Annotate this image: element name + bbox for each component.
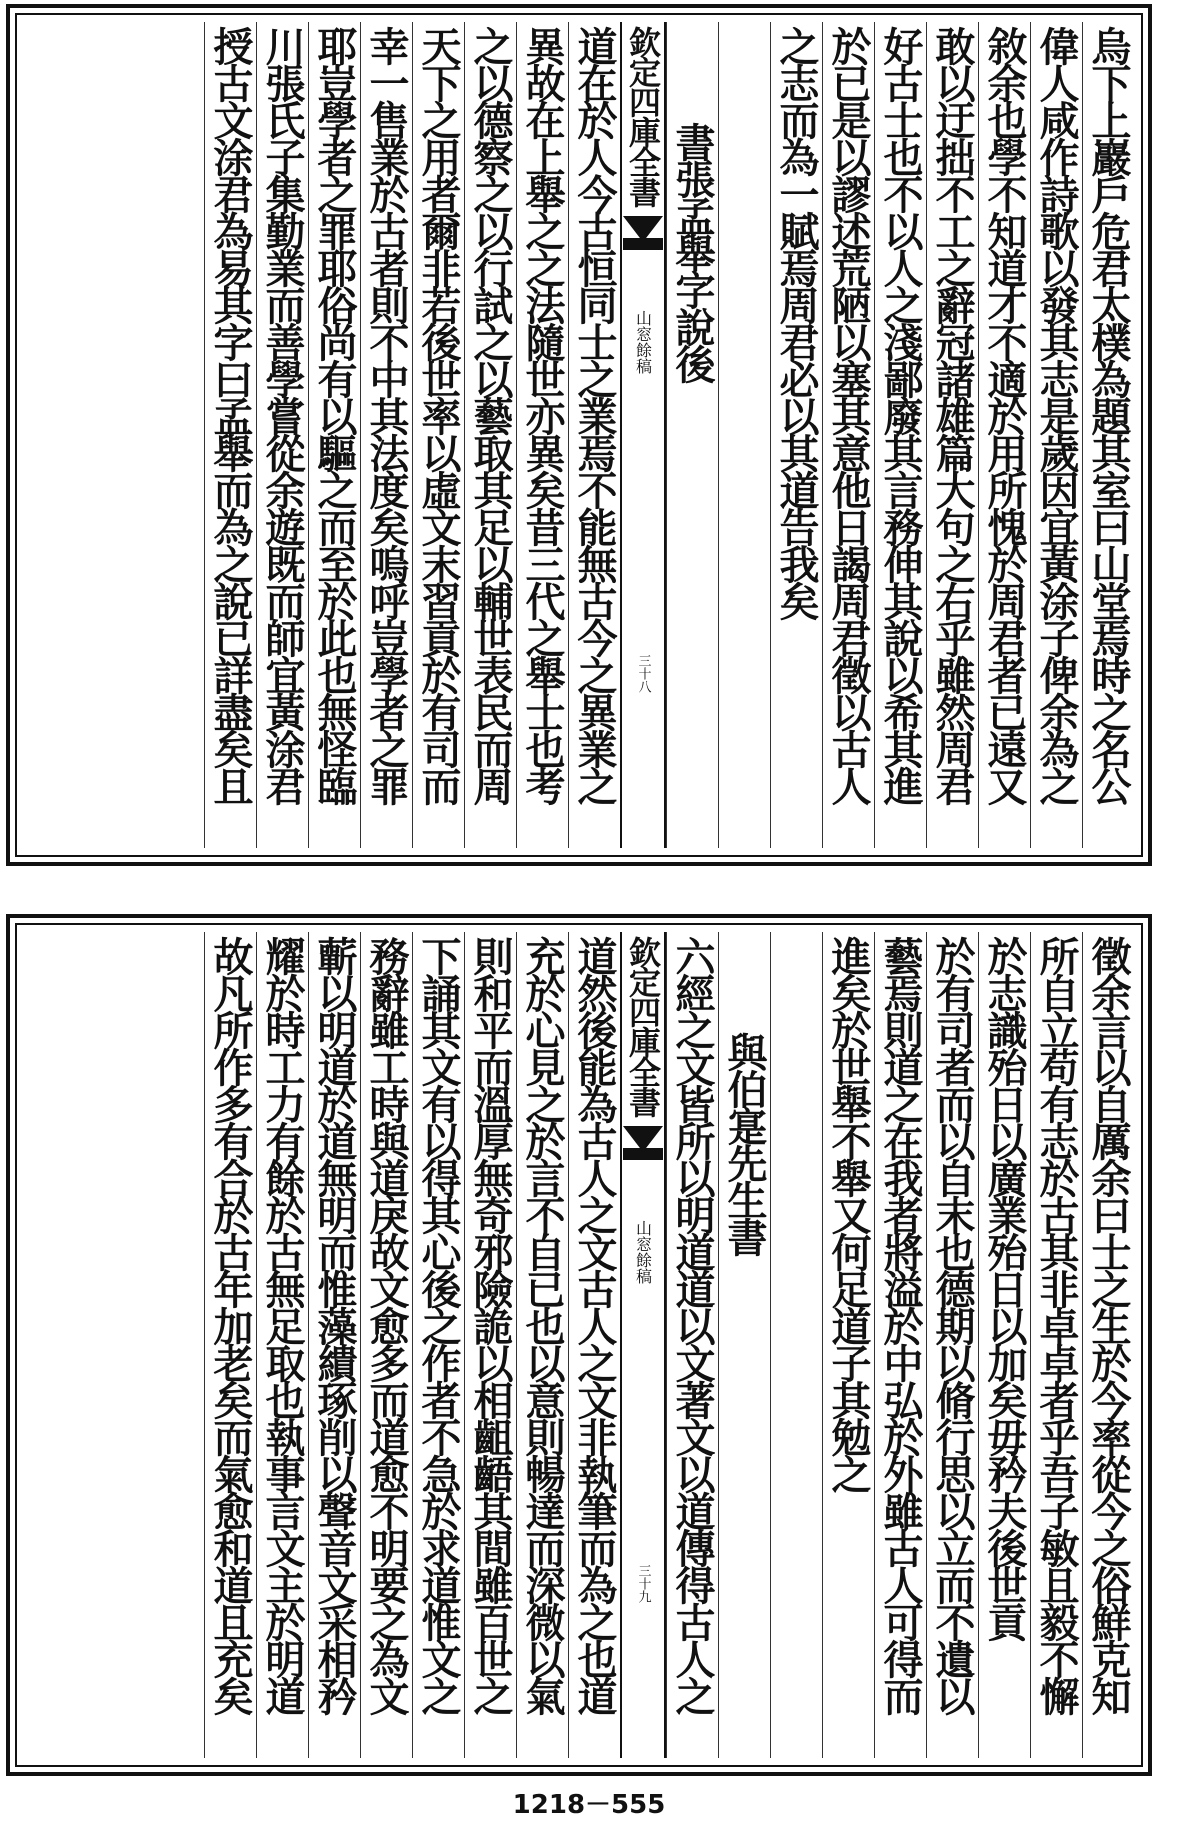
text-column: 於志識殆日以廣業殆日以加矣毋矜夫後世貢 [978, 932, 1030, 1758]
text-column: 異故在上舉之之法隨世亦異矣昔三代之舉士也考 [516, 22, 568, 848]
center-title: 欽定四庫全書 [624, 936, 662, 1116]
text-column: 於已是以謬述荒陋以塞其意他日謁周君徵以古人 [822, 22, 874, 848]
text-column: 道然後能為古人之文古人之文非執筆而為之也道 [568, 932, 620, 1758]
fish-tail-icon [623, 1126, 663, 1152]
text-column: 於有司者而以自末也德期以脩行思以立而不遺以 [926, 932, 978, 1758]
work-title: 山窓餘稿 [633, 1220, 653, 1284]
text-column: 偉人咸作詩歌以發其志是歲因宜黃涂子俾余為之 [1030, 22, 1082, 848]
fish-tail-icon [623, 216, 663, 242]
text-column: 蘄以明道於道無明而惟藻繢琢削以聲音文采相矜 [308, 932, 360, 1758]
top-columns [24, 22, 1134, 848]
page-footer: 1218－555 [512, 1790, 666, 1820]
text-column: 下誦其文有以得其心後之作者不急於求道惟文之 [412, 932, 464, 1758]
text-column: 充於心見之於言不自已也以意則暢達而深微以氣 [516, 932, 568, 1758]
text-column: 敘余也學不知道才不適於用所愧於周君者已遠又 [978, 22, 1030, 848]
bottom-page [6, 914, 1152, 1776]
text-column: 則和平而溫厚無奇邪險詭以相齟齬其間雖百世之 [464, 932, 516, 1758]
text-column: 之志而為一賦焉周君必以其道告我矣 [770, 22, 822, 848]
center-fold [620, 932, 666, 1758]
text-column: 徵余言以自厲余曰士之生於今率從今之俗鮮克知 [1082, 932, 1134, 1758]
bottom-columns [24, 932, 1134, 1758]
blank-column [770, 932, 822, 1758]
text-column: 藝焉則道之在我者將溢於中弘於外雖古人可得而 [874, 932, 926, 1758]
top-page [6, 4, 1152, 866]
leaf-number: 三十八 [635, 654, 651, 693]
text-column: 川張氏子集勤業而善學嘗從余遊既而師宜黃涂君 [256, 22, 308, 848]
blank-column [718, 22, 770, 848]
text-column: 敢以迂拙不工之辭冠諸雄篇大句之右乎雖然周君 [926, 22, 978, 848]
text-column: 授古文涂君為易其字曰孟舉而為之說已詳盡矣且 [204, 22, 256, 848]
leaf-number: 三十九 [635, 1564, 651, 1603]
text-column: 務辭雖工時與道戾故文愈多而道愈不明要之為文 [360, 932, 412, 1758]
text-column: 烏下上巖戶危君太樸為題其室曰山堂焉時之名公 [1082, 22, 1134, 848]
section-title: 與伯寔先生書 [718, 932, 770, 1758]
work-title: 山窓餘稿 [633, 310, 653, 374]
section-title: 書張孟舉字說後 [666, 22, 718, 848]
text-column: 耶豈學者之罪耶俗尚有以驅之而至於此也無怪臨 [308, 22, 360, 848]
text-column: 之以德察之以行試之以藝取其足以輔世表民而周 [464, 22, 516, 848]
text-column: 六經之文皆所以明道道以文著文以道傳得古人之 [666, 932, 718, 1758]
text-column: 道在於人今古恒同士之業焉不能無古今之異業之 [568, 22, 620, 848]
center-fold [620, 22, 666, 848]
text-column: 所自立苟有志於古其非卓卓者乎吾子敏且毅不懈 [1030, 932, 1082, 1758]
text-column: 天下之用者爾非若後世率以虛文末習貢於有司而 [412, 22, 464, 848]
text-column: 好古士也不以人之淺鄙廢其言務伸其說以希其進 [874, 22, 926, 848]
text-column: 耀於時工力有餘於古無足取也執事言文主於明道 [256, 932, 308, 1758]
center-title: 欽定四庫全書 [624, 26, 662, 206]
text-column: 故凡所作多有合於古年加老矣而氣愈和道且充矣 [204, 932, 256, 1758]
text-column: 幸一售業於古者則不中其法度矣嗚呼豈學者之罪 [360, 22, 412, 848]
text-column: 進矣於世舉不舉又何足道子其勉之 [822, 932, 874, 1758]
